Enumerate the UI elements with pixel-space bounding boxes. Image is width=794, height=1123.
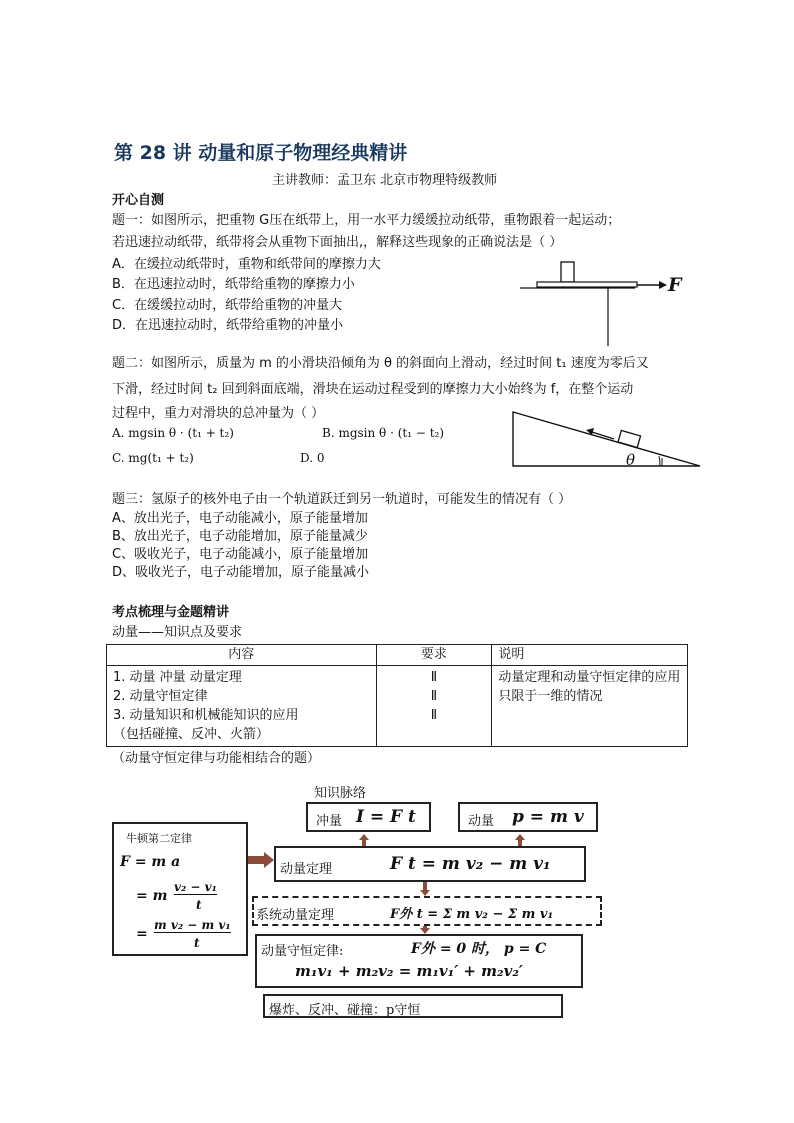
weight-block bbox=[561, 262, 574, 282]
q2-option-d: D. 0 bbox=[300, 451, 325, 465]
subsection-heading: 动量——知识点及要求 bbox=[112, 625, 243, 640]
table-row-1-content: 1. 动量 冲量 动量定理 bbox=[113, 670, 242, 685]
q3-option-a: A、放出光子，电子动能减小，原子能量增加 bbox=[112, 511, 368, 526]
q3-option-c: C、吸收光子，电子动能减小，原子能量增加 bbox=[112, 547, 369, 562]
newton-title: 牛顿第二定律 bbox=[126, 832, 192, 845]
explosion-label: 爆炸、反冲、碰撞：p守恒 bbox=[269, 1003, 421, 1018]
table-row-3-content: 3. 动量知识和机械能知识的应用 bbox=[113, 708, 299, 723]
table-cell-content bbox=[107, 666, 377, 747]
after-table-note: （动量守恒定律与功能相结合的题） bbox=[112, 751, 321, 766]
q1-diagram bbox=[515, 258, 695, 350]
force-arrow-head bbox=[659, 281, 667, 289]
table-cell-requirement bbox=[376, 666, 492, 747]
table-header-requirement: 要求 bbox=[376, 645, 492, 666]
impulse-box bbox=[306, 802, 431, 832]
q3-line1: 题三：氢原子的核外电子由一个轨道跃迁到另一轨道时，可能发生的情况有（ ） bbox=[112, 492, 572, 507]
momentum-formula: p = m v bbox=[512, 807, 584, 827]
angle-label: θ bbox=[626, 451, 636, 469]
system-formula: F外 t = Σ m v₂ − Σ m v₁ bbox=[390, 907, 554, 922]
table-row-3-req: Ⅱ bbox=[430, 708, 438, 723]
q1-option-b: B．在迅速拉动时，纸带给重物的摩擦力小 bbox=[112, 277, 355, 292]
newton-line2-den: t bbox=[196, 898, 202, 912]
table-row-4-content: （包括碰撞、反冲、火箭） bbox=[113, 727, 270, 742]
momentum-box bbox=[458, 802, 598, 832]
conservation-label: 动量守恒定律: bbox=[261, 944, 344, 959]
q1-option-d: D．在迅速拉动时，纸带给重物的冲量小 bbox=[112, 318, 344, 333]
lecturer: 主讲教师：孟卫东 北京市物理特级教师 bbox=[272, 173, 498, 188]
map-title: 知识脉络 bbox=[314, 786, 367, 801]
q3-option-b: B、放出光子，电子动能增加，原子能量减少 bbox=[112, 529, 368, 544]
newton-line2-num: v₂ − v₁ bbox=[174, 880, 217, 894]
system-theorem-box bbox=[252, 896, 602, 926]
table-header-content: 内容 bbox=[107, 645, 377, 666]
force-label: F bbox=[668, 274, 682, 296]
q2-line3: 过程中，重力对滑块的总冲量为（ ） bbox=[112, 406, 325, 421]
q2-option-a: A. mgsin θ · (t₁ + t₂) bbox=[112, 426, 234, 440]
q2-line2: 下滑，经过时间 t₂ 回到斜面底端，滑块在运动过程受到的摩擦力大小始终为 f，在整个运动 bbox=[112, 382, 634, 397]
q1-line1: 题一：如图所示，把重物 G压在纸带上，用一水平力缓缓拉动纸带，重物跟着一起运动； bbox=[112, 213, 621, 228]
q3-option-d: D、吸收光子，电子动能增加，原子能量减小 bbox=[112, 565, 370, 580]
newton-line3-den: t bbox=[194, 936, 200, 950]
table-row-2-content: 2. 动量守恒定律 bbox=[113, 689, 208, 704]
explosion-box bbox=[263, 994, 563, 1018]
system-label: 系统动量定理 bbox=[256, 908, 335, 923]
q1-line2: 若迅速拉动纸带，纸带将会从重物下面抽出,，解释这些现象的正确说法是（ ） bbox=[112, 235, 563, 250]
table-header-note: 说明 bbox=[492, 645, 688, 666]
requirements-table bbox=[106, 644, 688, 747]
table-row-2-req: Ⅱ bbox=[430, 689, 438, 704]
q2-option-b: B. mgsin θ · (t₁ − t₂) bbox=[322, 426, 445, 440]
conservation-formula: m₁v₁ + m₂v₂ = m₁v₁′ + m₂v₂′ bbox=[295, 962, 523, 980]
q1-option-a: A．在缓拉动纸带时，重物和纸带间的摩擦力大 bbox=[112, 257, 381, 272]
impulse-label: 冲量 bbox=[316, 814, 343, 829]
momentum-label: 动量 bbox=[468, 814, 495, 829]
conservation-box bbox=[255, 934, 583, 988]
newton-box bbox=[112, 822, 248, 956]
arrow-theorem-to-system bbox=[420, 882, 430, 896]
q2-incline-diagram bbox=[510, 408, 706, 470]
impulse-formula: I = F t bbox=[356, 807, 416, 827]
theorem-label: 动量定理 bbox=[280, 862, 333, 877]
page-title: 第 28 讲 动量和原子物理经典精讲 bbox=[114, 142, 408, 164]
theorem-box bbox=[274, 846, 586, 882]
conservation-condition: F外 = 0 时， p = C bbox=[411, 941, 547, 957]
paper-strip bbox=[537, 282, 637, 287]
table-row-1-req: Ⅱ bbox=[430, 670, 438, 685]
section-heading-points: 考点梳理与金题精讲 bbox=[112, 605, 230, 620]
table-cell-note: 动量定理和动量守恒定律的应用只限于一维的情况 bbox=[492, 666, 688, 747]
newton-line1: F = m a bbox=[120, 854, 181, 870]
newton-line2-lhs: = m bbox=[136, 888, 168, 904]
incline bbox=[513, 412, 700, 466]
q2-option-c: C. mg(t₁ + t₂) bbox=[112, 451, 194, 465]
q2-line1: 题二：如图所示，质量为 m 的小滑块沿倾角为 θ 的斜面向上滑动，经过时间 t₁ 速度为零后又 bbox=[112, 356, 649, 371]
newton-line3-lhs: = bbox=[136, 926, 148, 942]
section-heading-open: 开心自测 bbox=[112, 193, 165, 208]
theorem-formula: F t = m v₂ − m v₁ bbox=[390, 854, 551, 874]
newton-line3-num: m v₂ − m v₁ bbox=[154, 918, 231, 932]
q1-option-c: C．在缓缓拉动时，纸带给重物的冲量大 bbox=[112, 298, 343, 313]
